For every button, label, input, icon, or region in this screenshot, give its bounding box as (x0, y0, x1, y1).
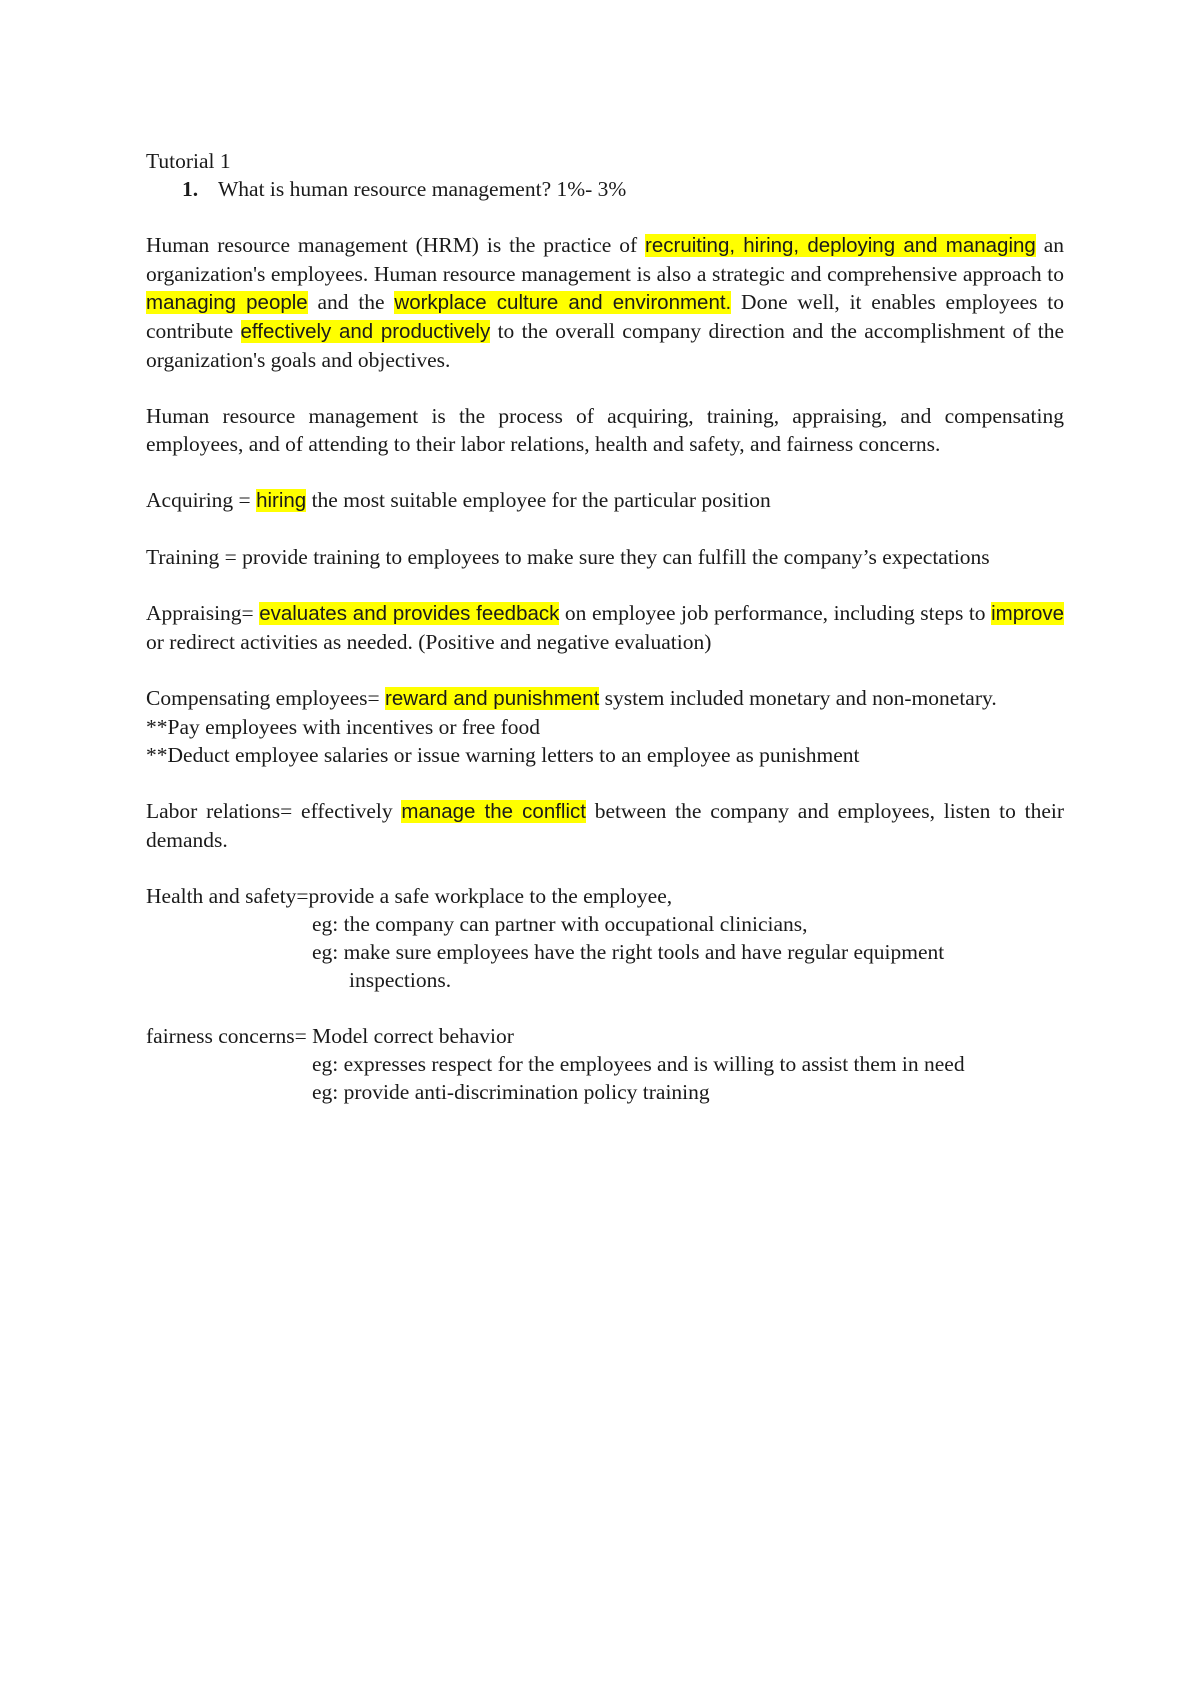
highlight: workplace culture and environment. (394, 291, 732, 314)
highlight: reward and punishment (385, 687, 600, 710)
document-title: Tutorial 1 (146, 149, 231, 173)
document-body (146, 147, 1064, 1106)
text-run: between the company and employees, listen to their demands. (146, 799, 1065, 852)
highlight: effectively and productively (240, 320, 491, 343)
highlight: hiring (256, 489, 307, 512)
question-1 (146, 175, 1064, 203)
text-run: an organization's employees. Human resource management is also a strategic and comprehensive approach to (146, 233, 1065, 286)
highlight: evaluates and provides feedback (259, 602, 560, 625)
text-run: Acquiring = (146, 488, 257, 512)
fairness-example-2: eg: provide anti-discrimination policy training (312, 1080, 710, 1104)
text-run: and the (307, 290, 395, 314)
health-example-2-continued: inspections. (349, 968, 452, 992)
health-example-1: eg: the company can partner with occupational clinicians, (312, 912, 808, 936)
highlight: improve (991, 602, 1065, 625)
text-run: system included monetary and non-monetary. (599, 686, 997, 710)
health-example-2: eg: make sure employees have the right tools and have regular equipment (312, 940, 945, 964)
fairness-line: fairness concerns= Model correct behavior (146, 1024, 514, 1048)
appraising-paragraph (146, 599, 1064, 656)
pay-note: **Pay employees with incentives or free food (146, 715, 541, 739)
deduct-note: **Deduct employee salaries or issue warning letters to an employee as punishment (146, 743, 860, 767)
training-paragraph: Training = provide training to employees to make sure they can fulfill the company’s expectations (146, 545, 990, 569)
acquiring-line (146, 486, 1064, 515)
highlight: recruiting, hiring, deploying and managing (645, 234, 1036, 257)
hrm-definition-paragraph (146, 231, 1064, 374)
text-run: Done well, it enables employees to contribute (146, 290, 1065, 343)
fairness-example-1: eg: expresses respect for the employees and is willing to assist them in need (312, 1052, 965, 1076)
hrm-process-paragraph: Human resource management is the process of acquiring, training, appraising, and compensating employees, and of attending to their labor relations, health and safety, and fairness concerns. (146, 404, 1064, 456)
question-number: 1. (182, 177, 199, 201)
question-text: What is human resource management? 1%- 3% (218, 177, 627, 201)
text-run: Appraising= (146, 601, 260, 625)
highlight: managing people (146, 291, 308, 314)
text-run: Compensating employees= (146, 686, 386, 710)
text-run: on employee job performance, including steps to (559, 601, 992, 625)
text-run: to the overall company direction and the accomplishment of the organization's goals and objectives. (146, 319, 1065, 372)
compensating-paragraph (146, 684, 1064, 713)
text-run: the most suitable employee for the particular position (306, 488, 771, 512)
text-run: Human resource management (HRM) is the practice of (146, 233, 646, 257)
text-run: Labor relations= effectively (146, 799, 402, 823)
health-safety-line: Health and safety=provide a safe workplace to the employee, (146, 884, 673, 908)
text-run: or redirect activities as needed. (Positive and negative evaluation) (146, 630, 712, 654)
highlight: manage the conflict (401, 800, 586, 823)
labor-relations-paragraph (146, 797, 1064, 854)
